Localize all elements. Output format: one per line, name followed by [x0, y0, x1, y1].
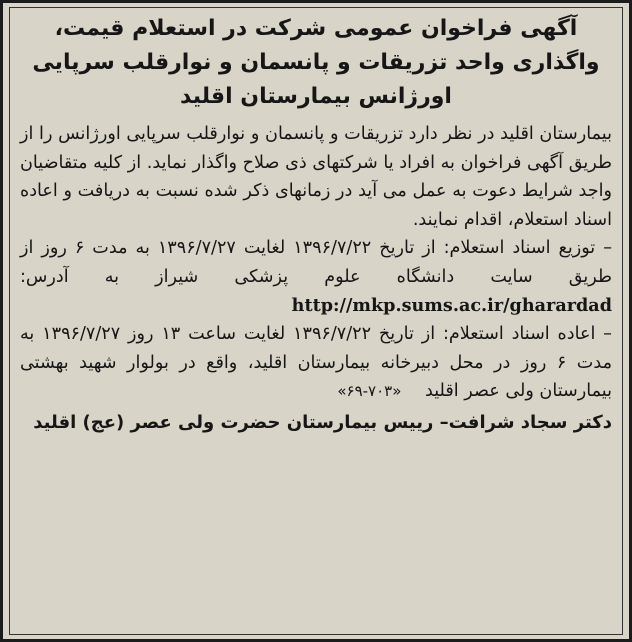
ad-title-line-2: واگذاری واحد تزریقات و پانسمان و نوارقلب سرپایی — [32, 50, 600, 75]
return-text: – اعاده اسناد استعلام: از تاریخ ۱۳۹۶/۷/۲۲ لغایت ساعت ۱۳ روز ۱۳۹۶/۷/۲۷ به مدت ۶ روز در محل دبیرخانه بیمارستان اقلید، واقع در بولوار شهید بهشتی بیمارستان ولی عصر اقلید — [20, 324, 613, 402]
ad-title-line-1: آگهی فراخوان عمومی شرکت در استعلام قیمت، — [54, 16, 578, 41]
intro-paragraph: بیمارستان اقلید در نظر دارد تزریقات و پانسمان و نوارقلب سرپایی اورژانس را از طریق آگهی فراخوان به افراد یا شرکتهای ذی صلاح واگذار نماید. از کلیه متقاضیان واجد شرایط دعوت به عمل می آید در زمانهای ذکر شده نسبت به دریافت و اعاده اسناد استعلام، اقدام نمایند. — [20, 124, 612, 230]
ad-body — [20, 120, 612, 406]
distribution-paragraph — [20, 234, 612, 320]
distribution-text: – توزیع اسناد استعلام: از تاریخ ۱۳۹۶/۷/۲۲ لغایت ۱۳۹۶/۷/۲۷ به مدت ۶ روز از طریق سایت دانشگاه علوم پزشکی شیراز به آدرس: — [20, 238, 612, 287]
ad-code: «۶۹-۷۰۳» — [337, 382, 402, 401]
website-url: http://mkp.sums.ac.ir/gharardad — [291, 294, 612, 316]
return-paragraph — [20, 320, 612, 406]
ad-border — [9, 7, 623, 635]
signature-line: دکتر سجاد شرافت– رییس بیمارستان حضرت ولی عصر (عج) اقلید — [33, 411, 612, 433]
ad-title-line-3: اورژانس بیمارستان اقلید — [180, 84, 452, 109]
